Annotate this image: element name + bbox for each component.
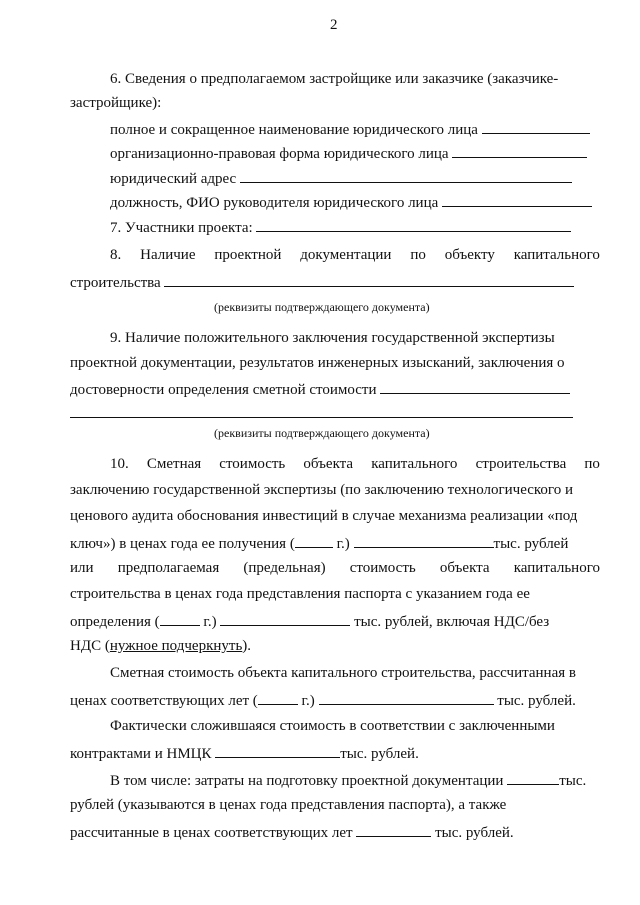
s8-word: объекту <box>444 247 495 263</box>
s10-line4-unit: тыс. рублей <box>493 536 569 552</box>
s6-field-head <box>110 192 592 212</box>
s6-field-address-label: юридический адрес <box>110 171 237 187</box>
s10-word: строительства <box>475 456 567 472</box>
s10-line7-text: определения ( <box>70 614 160 630</box>
s10-word: по <box>584 456 600 472</box>
s6-field-head-blank <box>442 192 592 207</box>
s10-line6: строительства в ценах года представления паспорта с указанием года ее <box>70 586 530 602</box>
s10-line7-year-blank <box>160 611 200 626</box>
s6-field-name-label: полное и сокращенное наименование юридического лица <box>110 122 478 138</box>
s10-line8 <box>70 637 251 655</box>
s10-word: капитального <box>513 560 600 576</box>
incl-line1 <box>110 770 586 790</box>
s10-line7 <box>70 611 549 631</box>
fact-line1: Фактически сложившаяся стоимость в соответствии с заключенными <box>110 718 555 734</box>
s10-word: (предельная) <box>243 560 326 576</box>
s10-line2: заключению государственной экспертизы (по заключению технологического и <box>70 482 573 498</box>
incl-line3-text: рассчитанные в ценах соответствующих лет <box>70 825 353 841</box>
s8-line2-label: строительства <box>70 275 161 291</box>
s8-line1 <box>110 246 600 264</box>
s10-line4 <box>70 533 568 553</box>
s10-word: объекта <box>439 560 490 576</box>
s6-field-form-label: организационно-правовая форма юридического лица <box>110 146 449 162</box>
s7-label: 7. Участники проекта: <box>110 220 253 236</box>
s7-line <box>110 217 571 237</box>
s10-line7-sum-blank <box>220 611 350 626</box>
s6-field-name <box>110 119 590 139</box>
incl-line3-unit: тыс. рублей. <box>435 825 514 841</box>
s10-word: Сметная <box>146 456 202 472</box>
s10-line4-year: г.) <box>336 536 350 552</box>
smeta-line1: Сметная стоимость объекта капитального строительства, рассчитанная в <box>110 665 576 681</box>
s9-line1: 9. Наличие положительного заключения государственной экспертизы <box>110 330 555 346</box>
incl-line2: рублей (указываются в ценах года представления паспорта), а также <box>70 797 507 813</box>
s6-line2: застройщике): <box>70 95 162 111</box>
s6-field-form-blank <box>452 143 587 158</box>
page-number: 2 <box>330 17 338 33</box>
incl-line3 <box>70 822 514 842</box>
s8-word: проектной <box>214 247 282 263</box>
s9-line3-label: достоверности определения сметной стоимости <box>70 382 377 398</box>
smeta-line2-text: ценах соответствующих лет ( <box>70 693 258 709</box>
s8-word: Наличие <box>140 247 196 263</box>
incl-line1-blank <box>507 770 559 785</box>
s10-line4-text: ключ») в ценах года ее получения ( <box>70 536 295 552</box>
s10-word: или <box>70 560 94 576</box>
s9-rule <box>70 417 573 418</box>
s10-line1 <box>110 455 600 473</box>
s10-line5 <box>70 559 600 577</box>
fact-line2-text: контрактами и НМЦК <box>70 746 212 762</box>
s8-blank <box>164 272 574 287</box>
smeta-line2 <box>70 690 576 710</box>
smeta-year: г.) <box>301 693 315 709</box>
smeta-unit: тыс. рублей. <box>497 693 576 709</box>
s10-line7-unit: тыс. рублей, включая НДС/без <box>354 614 550 630</box>
s9-caption: (реквизиты подтверждающего документа) <box>214 426 430 440</box>
s8-word: 8. <box>110 247 122 263</box>
incl-line3-blank <box>356 822 431 837</box>
s10-word: стоимость <box>219 456 286 472</box>
smeta-sum-blank <box>319 690 494 705</box>
s10-year-blank <box>295 533 333 548</box>
s6-field-form <box>110 143 587 163</box>
s9-line3 <box>70 379 570 399</box>
fact-line2 <box>70 743 419 763</box>
fact-unit: тыс. рублей. <box>340 746 419 762</box>
s10-sum-blank <box>354 533 494 548</box>
s10-line3: ценового аудита обоснования инвестиций в случае механизма реализации «под <box>70 508 578 524</box>
s9-line2: проектной документации, результатов инженерных изысканий, заключения о <box>70 355 565 371</box>
s8-line2 <box>70 272 574 292</box>
fact-blank <box>215 743 340 758</box>
s6-field-name-blank <box>482 119 590 134</box>
s8-caption: (реквизиты подтверждающего документа) <box>214 300 430 314</box>
s10-word: предполагаемая <box>117 560 220 576</box>
s8-word: капитального <box>513 247 600 263</box>
incl-line1-text: В том числе: затраты на подготовку проектной документации <box>110 773 504 789</box>
s6-field-head-label: должность, ФИО руководителя юридического лица <box>110 195 439 211</box>
s10-line8-a: НДС ( <box>70 638 110 654</box>
s10-word: капитального <box>371 456 458 472</box>
smeta-year-blank <box>258 690 298 705</box>
s10-word: стоимость <box>349 560 416 576</box>
s10-word: 10. <box>110 456 129 472</box>
s7-blank <box>256 217 571 232</box>
incl-line1-unit: тыс. <box>559 773 587 789</box>
s6-line1: 6. Сведения о предполагаемом застройщике или заказчике (заказчике- <box>110 71 559 87</box>
s8-word: документации <box>300 247 392 263</box>
s6-field-address-blank <box>240 168 572 183</box>
s10-line8-c: ). <box>242 638 252 654</box>
s10-line7-year: г.) <box>203 614 217 630</box>
s8-word: по <box>410 247 426 263</box>
s10-line8-underlined: нужное подчеркнуть <box>109 638 243 654</box>
s10-word: объекта <box>303 456 354 472</box>
s9-blank <box>380 379 570 394</box>
s6-field-address <box>110 168 572 188</box>
